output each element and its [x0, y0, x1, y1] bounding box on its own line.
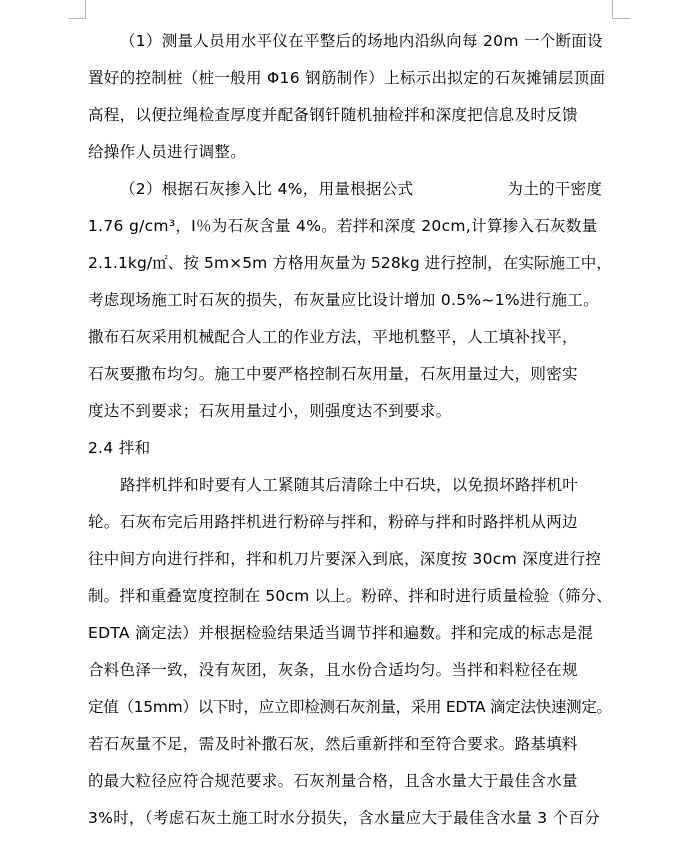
crop-mark-top-right-horizontal — [612, 18, 630, 19]
paragraph-1-line-3: 高程，以便拉绳检查厚度并配备钢钎随机抽检拌和深度把信息及时反馈 — [88, 106, 578, 124]
paragraph-3-line-8: 若石灰量不足，需及时补撒石灰，然后重新拌和至符合要求。路基填料 — [88, 735, 578, 753]
paragraph-2-line-1 — [120, 179, 602, 199]
crop-mark-top-left-vertical — [85, 0, 86, 18]
paragraph-2-line-4: 考虑现场施工时石灰的损失，布灰量应比设计增加 0.5%~1%进行施工。 — [88, 291, 599, 309]
paragraph-2-line-6: 石灰要撒布均匀。施工中要严格控制石灰用量，石灰用量过大，则密实 — [88, 365, 578, 383]
paragraph-3-line-9: 的最大粒径应符合规范要求。石灰剂量合格，且含水量大于最佳含水量 — [88, 772, 578, 790]
paragraph-2-line-1-after: 为土的干密度 — [507, 180, 603, 198]
paragraph-3-line-5: EDTA 滴定法）并根据检验结果适当调节拌和遍数。拌和完成的标志是混 — [88, 624, 594, 642]
paragraph-1-line-4: 给操作人员进行调整。 — [88, 143, 247, 161]
paragraph-2-line-2: 1.76 g/cm³，I％为石灰含量 4%。若拌和深度 20cm,计算掺入石灰数量 — [88, 217, 598, 235]
paragraph-1-line-1: （1）测量人员用水平仪在平整后的场地内沿纵向每 20m 一个断面设 — [120, 32, 603, 50]
paragraph-3-line-3: 往中间方向进行拌和，拌和机刀片要深入到底，深度按 30cm 深度进行控 — [88, 550, 602, 568]
paragraph-3-line-7: 定值（15mm）以下时，应立即检测石灰剂量，采用 EDTA 滴定法快速测定。 — [88, 698, 612, 716]
paragraph-3-line-1: 路拌机拌和时要有人工紧随其后清除土中石块，以免损坏路拌机叶 — [120, 476, 579, 494]
crop-mark-top-right-vertical — [612, 0, 613, 18]
paragraph-3-line-10: 3%时，（考虑石灰土施工时水分损失，含水量应大于最佳含水量 3 个百分 — [88, 809, 601, 827]
paragraph-2-line-3: 2.1.1kg/㎡、按 5m×5m 方格用灰量为 528kg 进行控制，在实际施工中， — [88, 254, 612, 272]
paragraph-2-line-7: 度达不到要求；石灰用量过小，则强度达不到要求。 — [88, 402, 452, 420]
paragraph-3-line-2: 轮。石灰布完后用路拌机进行粉碎与拌和，粉碎与拌和时路拌机从两边 — [88, 513, 578, 531]
section-heading: 2.4 拌和 — [88, 439, 151, 457]
paragraph-1-line-2: 置好的控制桩（桩一般用 Φ16 钢筋制作）上标示出拟定的石灰摊铺层顶面 — [88, 69, 606, 87]
paragraph-2-line-1-before: （2）根据石灰掺入比 4%，用量根据公式 — [120, 180, 414, 198]
paragraph-3-line-6: 合料色泽一致，没有灰团，灰条，且水份合适均匀。当拌和料粒径在规 — [88, 661, 578, 679]
crop-mark-top-left-horizontal — [68, 18, 86, 19]
paragraph-2-line-5: 撒布石灰采用机械配合人工的作业方法，平地机整平，人工填补找平， — [88, 328, 578, 346]
paragraph-3-line-4: 制。拌和重叠宽度控制在 50cm 以上。粉碎、拌和时进行质量检验（筛分、 — [88, 587, 612, 605]
